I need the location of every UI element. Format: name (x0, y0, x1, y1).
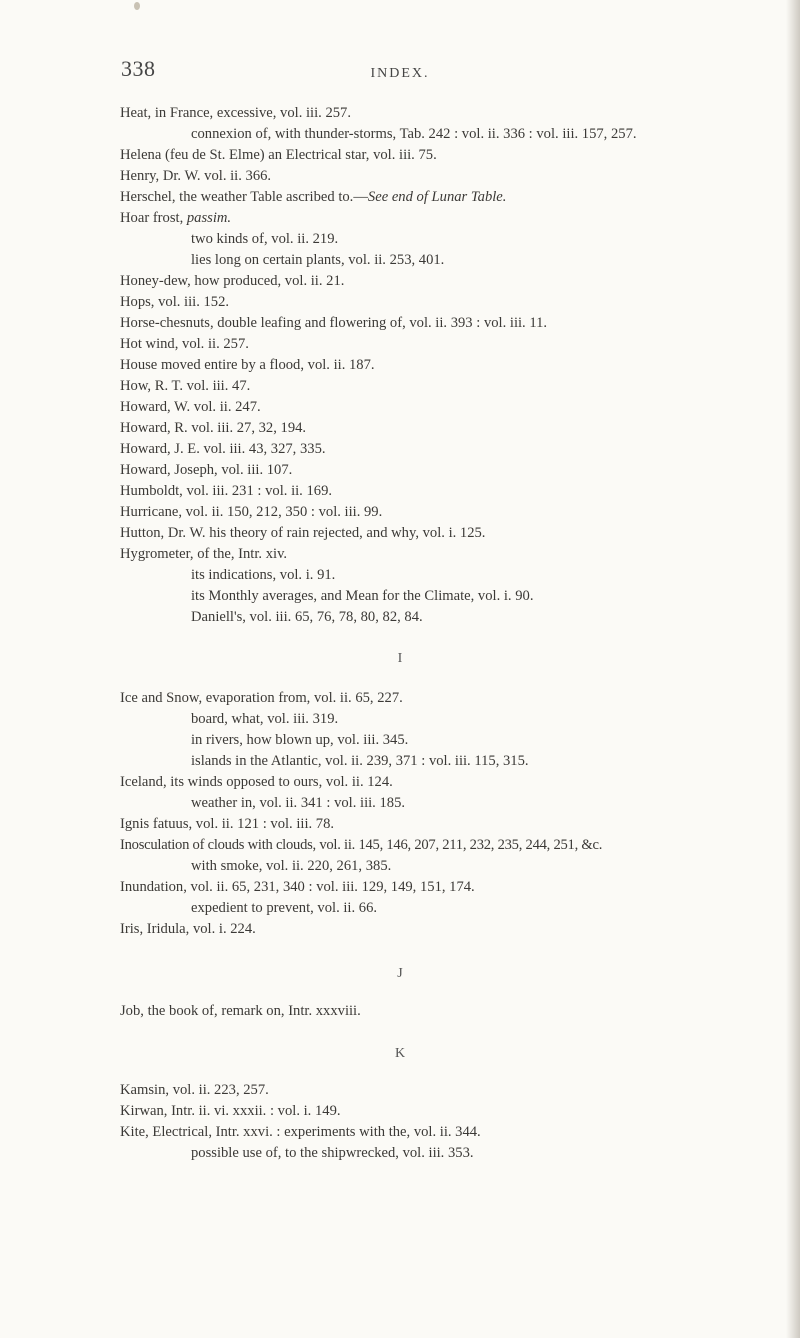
entry-cross-reference: See end of Lunar Table. (367, 189, 507, 205)
section-letter-k: K (394, 1046, 406, 1061)
index-entry: Howard, W. vol. ii. 247. (120, 399, 261, 415)
index-entry: Hutton, Dr. W. his theory of rain rejected, and why, vol. i. 125. (120, 525, 486, 541)
index-entry: Hops, vol. iii. 152. (120, 294, 230, 310)
index-subentry: in rivers, how blown up, vol. iii. 345. (191, 732, 409, 748)
section-letter-j: J (397, 966, 403, 981)
index-entry: Hurricane, vol. ii. 150, 212, 350 : vol. iii. 99. (120, 504, 383, 520)
index-subentry: its Monthly averages, and Mean for the Climate, vol. i. 90. (191, 588, 534, 604)
index-entry: Humboldt, vol. iii. 231 : vol. ii. 169. (120, 483, 333, 499)
index-subentry: weather in, vol. ii. 341 : vol. iii. 185. (191, 795, 406, 811)
index-subentry: Daniell's, vol. iii. 65, 76, 78, 80, 82, 84. (191, 609, 423, 625)
index-entry: Inundation, vol. ii. 65, 231, 340 : vol. iii. 129, 149, 151, 174. (120, 879, 475, 895)
index-entry: Kamsin, vol. ii. 223, 257. (120, 1082, 269, 1098)
section-letter-i: I (397, 651, 403, 666)
index-subentry: expedient to prevent, vol. ii. 66. (191, 900, 378, 916)
index-entry: Iris, Iridula, vol. i. 224. (120, 921, 256, 937)
index-entry: Inosculation of clouds with clouds, vol. ii. 145, 146, 207, 211, 232, 235, 244, 251, &c. (120, 837, 603, 853)
index-entry: Hot wind, vol. ii. 257. (120, 336, 249, 352)
index-entry: Howard, Joseph, vol. iii. 107. (120, 462, 293, 478)
index-entry: Howard, J. E. vol. iii. 43, 327, 335. (120, 441, 326, 457)
index-entry: Helena (feu de St. Elme) an Electrical star, vol. iii. 75. (120, 147, 437, 163)
index-entry (120, 209, 231, 227)
index-entry: House moved entire by a flood, vol. ii. 187. (120, 357, 375, 373)
index-subentry: two kinds of, vol. ii. 219. (191, 231, 339, 247)
index-entry (120, 188, 506, 206)
index-entry: Iceland, its winds opposed to ours, vol. ii. 124. (120, 774, 393, 790)
index-entry: Kite, Electrical, Intr. xxvi. : experiments with the, vol. ii. 344. (120, 1124, 481, 1140)
index-subentry: islands in the Atlantic, vol. ii. 239, 371 : vol. iii. 115, 315. (191, 753, 529, 769)
paper-blemish (134, 2, 140, 10)
index-entry: Hygrometer, of the, Intr. xiv. (120, 546, 288, 562)
index-subentry: board, what, vol. iii. 319. (191, 711, 339, 727)
page-edge-shadow (786, 0, 800, 1338)
index-entry: Howard, R. vol. iii. 27, 32, 194. (120, 420, 307, 436)
index-entry: Ignis fatuus, vol. ii. 121 : vol. iii. 78. (120, 816, 335, 832)
index-entry: Horse-chesnuts, double leafing and flowering of, vol. ii. 393 : vol. iii. 11. (120, 315, 548, 331)
index-entry: Kirwan, Intr. ii. vi. xxxii. : vol. i. 149. (120, 1103, 341, 1119)
index-subentry: connexion of, with thunder-storms, Tab. 242 : vol. ii. 336 : vol. iii. 157, 257. (191, 126, 637, 142)
index-entry: Honey-dew, how produced, vol. ii. 21. (120, 273, 345, 289)
index-subentry: possible use of, to the shipwrecked, vol. iii. 353. (191, 1145, 474, 1161)
index-entry: Job, the book of, remark on, Intr. xxxviii. (120, 1003, 361, 1019)
index-subentry: with smoke, vol. ii. 220, 261, 385. (191, 858, 392, 874)
page-number: 338 (121, 56, 156, 81)
index-entry: Heat, in France, excessive, vol. iii. 257. (120, 105, 352, 121)
running-head: INDEX. (370, 66, 430, 81)
index-entry: Ice and Snow, evaporation from, vol. ii. 65, 227. (120, 690, 403, 706)
entry-italic-note: passim. (186, 210, 232, 226)
entry-text: Hoar frost, (120, 210, 187, 226)
index-entry: How, R. T. vol. iii. 47. (120, 378, 251, 394)
index-entry: Henry, Dr. W. vol. ii. 366. (120, 168, 272, 184)
index-subentry: its indications, vol. i. 91. (191, 567, 336, 583)
index-subentry: lies long on certain plants, vol. ii. 253, 401. (191, 252, 445, 268)
entry-text: Herschel, the weather Table ascribed to.— (120, 189, 368, 205)
